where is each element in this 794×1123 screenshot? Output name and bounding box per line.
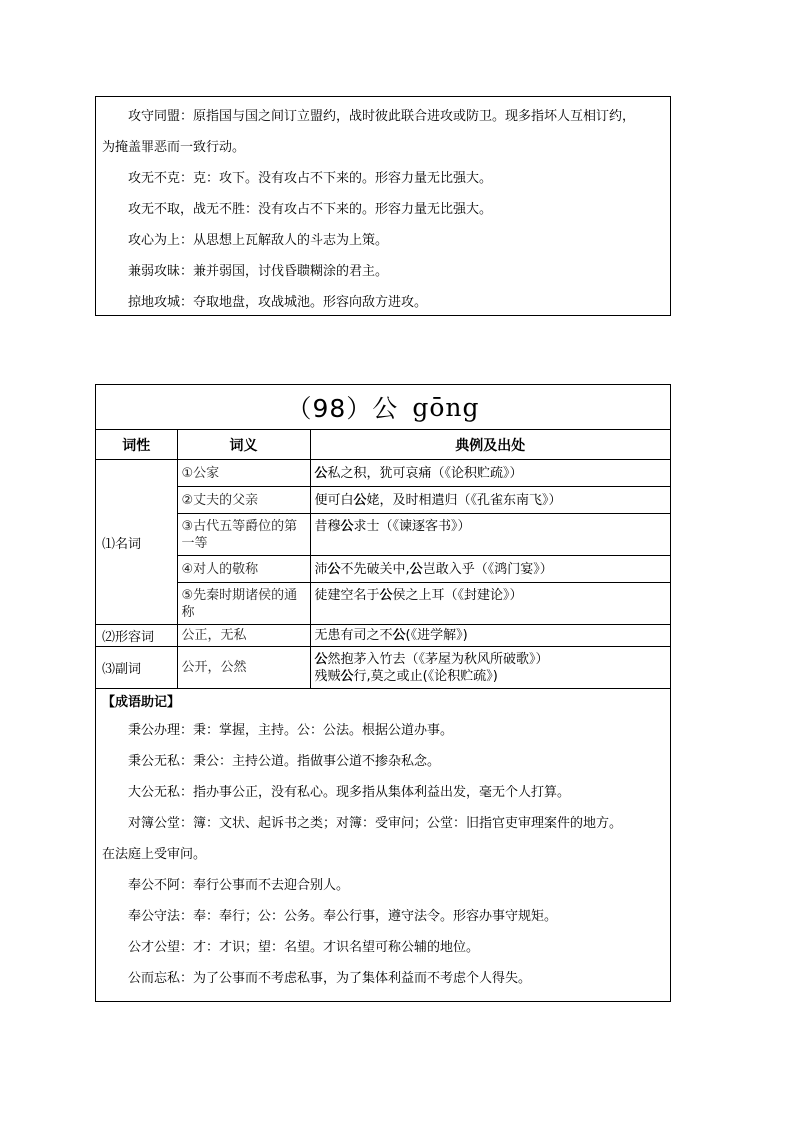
idiom-line: 公才公望：才：才识；望：名望。才识名望可称公辅的地位。 bbox=[128, 940, 480, 955]
keyword: 公 bbox=[327, 561, 341, 577]
table-row bbox=[96, 647, 670, 689]
entry-title bbox=[96, 385, 670, 430]
example-cell bbox=[310, 647, 670, 689]
idiom-line: 秉公无私：秉公：主持公道。指做事公道不掺杂私念。 bbox=[128, 754, 441, 769]
idiom-line: 在法庭上受审问。 bbox=[102, 847, 207, 862]
meaning-table bbox=[96, 430, 670, 689]
example-text: (《进学解》) bbox=[405, 628, 468, 643]
keyword: 公 bbox=[340, 519, 354, 534]
example-cell bbox=[310, 487, 670, 514]
idiom-line: 对簿公堂：簿：文状、起诉书之类；对簿：受审问；公堂：旧指官吏审理案件的地方。 bbox=[128, 816, 623, 831]
idiom-line: 攻守同盟：原指国与国之间订立盟约，战时彼此联合进攻或防卫。现多指坏人互相订约， bbox=[128, 109, 636, 124]
idiom-memo bbox=[96, 689, 670, 994]
header-meaning: 词义 bbox=[177, 430, 310, 460]
idiom-line: 大公无私：指办事公正，没有私心。现多指从集体利益出发，毫无个人打算。 bbox=[128, 785, 571, 800]
entry-title-text: （98）公 bbox=[286, 394, 399, 423]
keyword: 公 bbox=[314, 651, 328, 667]
example-cell bbox=[310, 514, 670, 556]
pos-adjective: ⑵形容词 bbox=[96, 625, 177, 647]
example-text: 沛 bbox=[314, 561, 328, 577]
table-row bbox=[96, 514, 670, 556]
keyword: 公 bbox=[409, 561, 423, 577]
example-line bbox=[315, 668, 667, 685]
example-cell bbox=[310, 625, 670, 647]
keyword: 公 bbox=[353, 492, 367, 508]
example-line bbox=[315, 651, 667, 668]
pos-noun: ⑴名词 bbox=[96, 460, 177, 625]
table-row bbox=[96, 487, 670, 514]
example-text: 然抱茅入竹去（《茅屋为秋风所破歌》） bbox=[327, 651, 549, 667]
header-example: 典例及出处 bbox=[310, 430, 670, 460]
idiom-line: 为掩盖罪恶而一致行动。 bbox=[102, 140, 246, 155]
example-text: 不先破关中, bbox=[340, 561, 410, 577]
table-header-row bbox=[96, 430, 670, 460]
example-cell bbox=[310, 583, 670, 625]
table-row bbox=[96, 625, 670, 647]
example-text: 残贼 bbox=[314, 668, 341, 684]
idiom-line: 奉公不阿：奉行公事而不去迎合别人。 bbox=[128, 878, 350, 893]
entry-pinyin: gōng bbox=[412, 392, 480, 422]
table-row bbox=[96, 583, 670, 625]
idiom-line: 掠地攻城：夺取地盘，攻战城池。形容向敌方进攻。 bbox=[128, 295, 428, 310]
meaning-cell: ④对人的敬称 bbox=[177, 556, 310, 583]
example-text: 求士（《谏逐客书》） bbox=[353, 519, 471, 534]
meaning-cell: 公开，公然 bbox=[177, 647, 310, 689]
table-row bbox=[96, 460, 670, 487]
example-cell bbox=[310, 556, 670, 583]
example-text: 行,莫之或止(《论积贮疏》) bbox=[353, 668, 498, 684]
memo-heading: 【成语助记】 bbox=[102, 695, 181, 710]
example-text: 昔穆 bbox=[314, 519, 341, 534]
keyword: 公 bbox=[379, 588, 393, 603]
table-row bbox=[96, 556, 670, 583]
header-pos: 词性 bbox=[96, 430, 177, 460]
meaning-cell: ⑤先秦时期诸侯的通称 bbox=[177, 583, 310, 625]
entry-box-gong bbox=[95, 384, 671, 1002]
idiom-line: 攻无不取，战无不胜：没有攻占不下来的。形容力量无比强大。 bbox=[128, 202, 493, 217]
idiom-line: 奉公守法：奉：奉行；公：公务。奉公行事，遵守法令。形容办事守规矩。 bbox=[128, 909, 558, 924]
meaning-cell: 公正，无私 bbox=[177, 625, 310, 647]
meaning-cell: ②丈夫的父亲 bbox=[177, 487, 310, 514]
example-text: 私之积，犹可哀痛（《论积贮疏》） bbox=[327, 465, 523, 481]
example-text: 侯之上耳（《封建论》） bbox=[392, 588, 523, 603]
example-text: 便可白 bbox=[314, 492, 354, 508]
idiom-line: 兼弱攻昧：兼并弱国，讨伐昏聩糊涂的君主。 bbox=[128, 264, 389, 279]
example-text: 姥，及时相遣归（《孔雀东南飞》） bbox=[366, 492, 562, 508]
example-cell bbox=[310, 460, 670, 487]
example-text: 岂敢入乎（《鸿门宴》） bbox=[422, 561, 553, 577]
idiom-line: 攻无不克：克：攻下。没有攻占不下来的。形容力量无比强大。 bbox=[128, 171, 493, 186]
example-text: 无患有司之不 bbox=[314, 628, 393, 643]
meaning-cell: ③古代五等爵位的第一等 bbox=[177, 514, 310, 556]
keyword: 公 bbox=[340, 668, 354, 684]
example-text: 徒建空名于 bbox=[314, 588, 380, 603]
idiom-line: 秉公办理：秉：掌握，主持。公：公法。根据公道办事。 bbox=[128, 723, 454, 738]
idiom-box-gong-attack bbox=[95, 96, 671, 316]
meaning-cell: ①公家 bbox=[177, 460, 310, 487]
keyword: 公 bbox=[392, 628, 406, 643]
idiom-line: 公而忘私：为了公事而不考虑私事，为了集体利益而不考虑个人得失。 bbox=[128, 971, 532, 986]
idiom-line: 攻心为上：从思想上瓦解敌人的斗志为上策。 bbox=[128, 233, 389, 248]
keyword: 公 bbox=[314, 465, 328, 481]
pos-adverb: ⑶副词 bbox=[96, 647, 177, 689]
